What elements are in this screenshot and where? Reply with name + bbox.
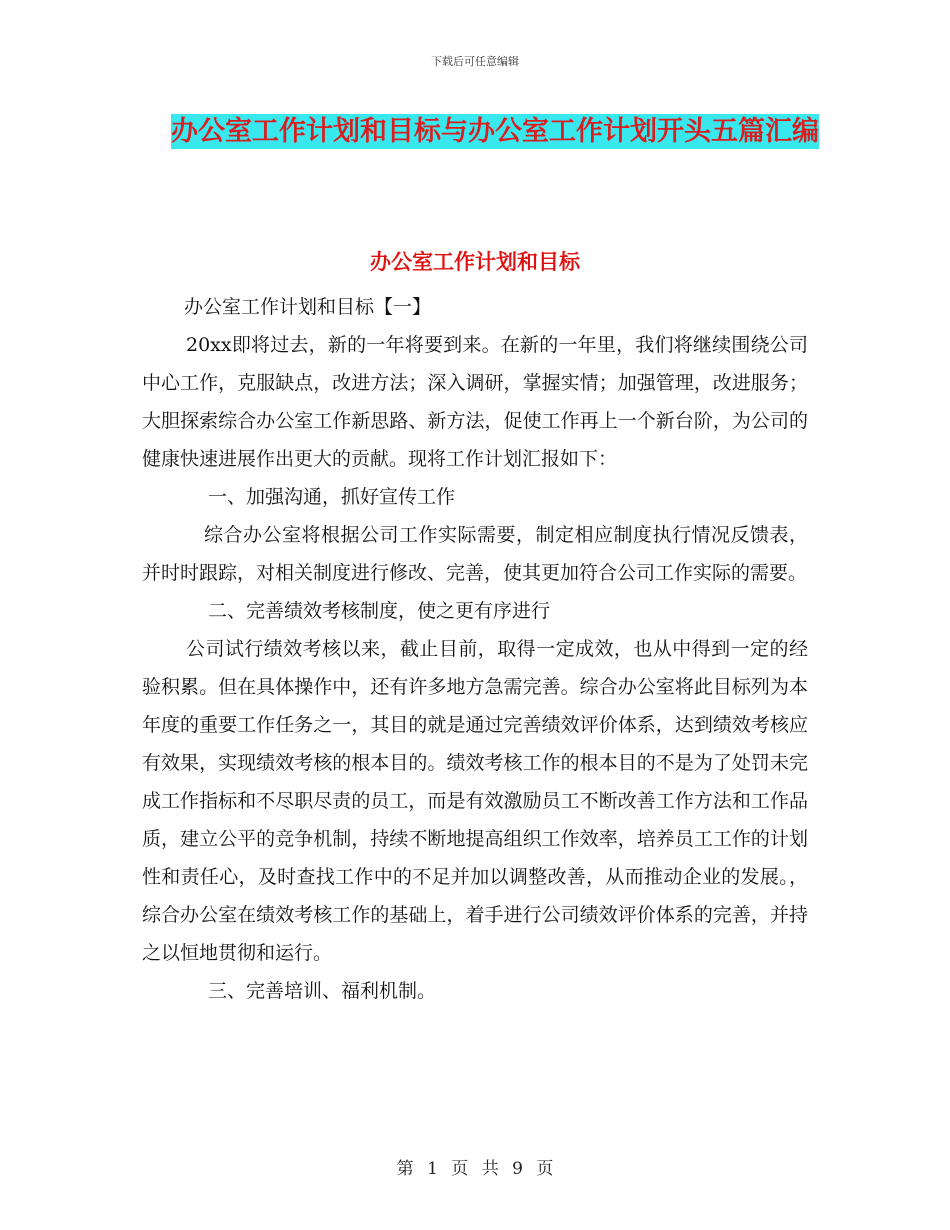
paragraph-intro: 20xx即将过去，新的一年将要到来。在新的一年里，我们将继续围绕公司中心工作，克服缺点，改进方法；深入调研，掌握实情；加强管理，改进服务；大胆探索综合办公室工作新思路、新方法，促使工作再上一个新台阶，为公司的健康快速进展作出更大的贡献。现将工作计划汇报如下： bbox=[142, 334, 808, 470]
document-title bbox=[150, 108, 840, 156]
paragraph-heading-3: 三、完善培训、福利机制。 bbox=[208, 980, 437, 1002]
section-title: 办公室工作计划和目标 bbox=[370, 250, 580, 274]
page-footer: 第 1 页 共 9 页 bbox=[396, 1159, 554, 1179]
header-note: 下载后可任意编辑 bbox=[431, 55, 519, 68]
document-title-text: 办公室工作计划和目标与办公室工作计划开头五篇汇编 bbox=[171, 116, 819, 147]
paragraph-heading-2: 二、完善绩效考核制度，使之更有序进行 bbox=[208, 600, 551, 622]
paragraph-body-1: 综合办公室将根据公司工作实际需要，制定相应制度执行情况反馈表，并时时跟踪，对相关制度进行修改、完善，使其更加符合公司工作实际的需要。 bbox=[142, 524, 808, 584]
paragraph-body-2: 公司试行绩效考核以来，截止目前，取得一定成效，也从中得到一定的经验积累。但在具体操作中，还有许多地方急需完善。综合办公室将此目标列为本年度的重要工作任务之一，其目的就是通过完善绩效评价体系，达到绩效考核应有效果，实现绩效考核的根本目的。绩效考核工作的根本目的不是为了处罚未完成工作指标和不尽职尽责的员工，而是有效激励员工不断改善工作方法和工作品质，建立公平的竞争机制，持续不断地提高组织工作效率，培养员工工作的计划性和责任心，及时查找工作中的不足并加以调整改善，从而推动企业的发展。，综合办公室在绩效考核工作的基础上，着手进行公司绩效评价体系的完善，并持之以恒地贯彻和运行。 bbox=[142, 638, 808, 964]
paragraph-heading-1: 一、加强沟通，抓好宣传工作 bbox=[208, 486, 456, 508]
document-body bbox=[142, 288, 808, 1010]
paragraph-subtitle: 办公室工作计划和目标【一】 bbox=[184, 296, 432, 318]
